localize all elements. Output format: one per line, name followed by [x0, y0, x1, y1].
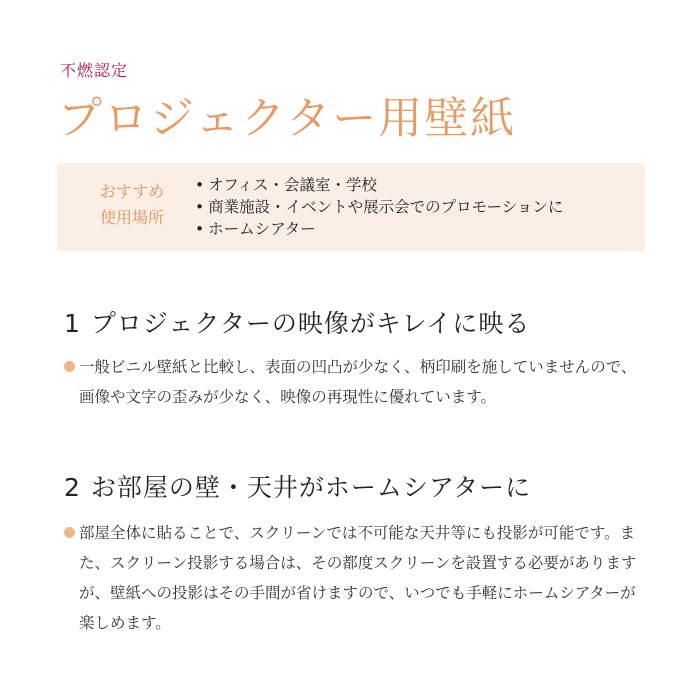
- bullet-dot-icon: [64, 527, 75, 538]
- bullet-dot-icon: [64, 361, 75, 372]
- section-title: お部屋の壁・天井がホームシアターに: [90, 473, 532, 502]
- recommended-label-line2: 使用場所: [99, 208, 164, 227]
- page-title: プロジェクター用壁紙: [58, 93, 517, 144]
- certification-badge: 不燃認定: [60, 61, 129, 80]
- list-item: • オフィス・会議室・学校: [195, 174, 563, 196]
- section-text: 一般ビニル壁紙と比較し、表面の凹凸が少なく、柄印刷を施していませんので、画像や文字の歪みが少なく、映像の再現性に優れています。: [79, 358, 637, 406]
- section-text: 部屋全体に貼ることで、スクリーンでは不可能な天井等にも投影が可能です。また、スクリーン投影する場合は、その都度スクリーンを設置する必要がありますが、壁紙への投影はその手間が省けますので、いつでも手軽にホームシアターが楽しめます。: [79, 524, 637, 632]
- section-title: プロジェクターの映像がキレイに映る: [90, 309, 531, 338]
- recommended-locations-list: [195, 174, 563, 240]
- recommended-label-line1: おすすめ: [99, 182, 165, 201]
- section-1-heading: [64, 304, 530, 340]
- section-number: 2: [64, 473, 81, 502]
- recommended-locations-box: [57, 163, 645, 251]
- section-2-heading: [64, 468, 531, 504]
- list-item: • ホームシアター: [195, 218, 563, 240]
- list-item: • 商業施設・イベントや展示会でのプロモーションに: [195, 196, 563, 218]
- recommended-locations-label: [87, 179, 177, 231]
- section-number: 1: [64, 309, 81, 338]
- section-1-body: [64, 352, 644, 412]
- section-2-body: [64, 518, 644, 638]
